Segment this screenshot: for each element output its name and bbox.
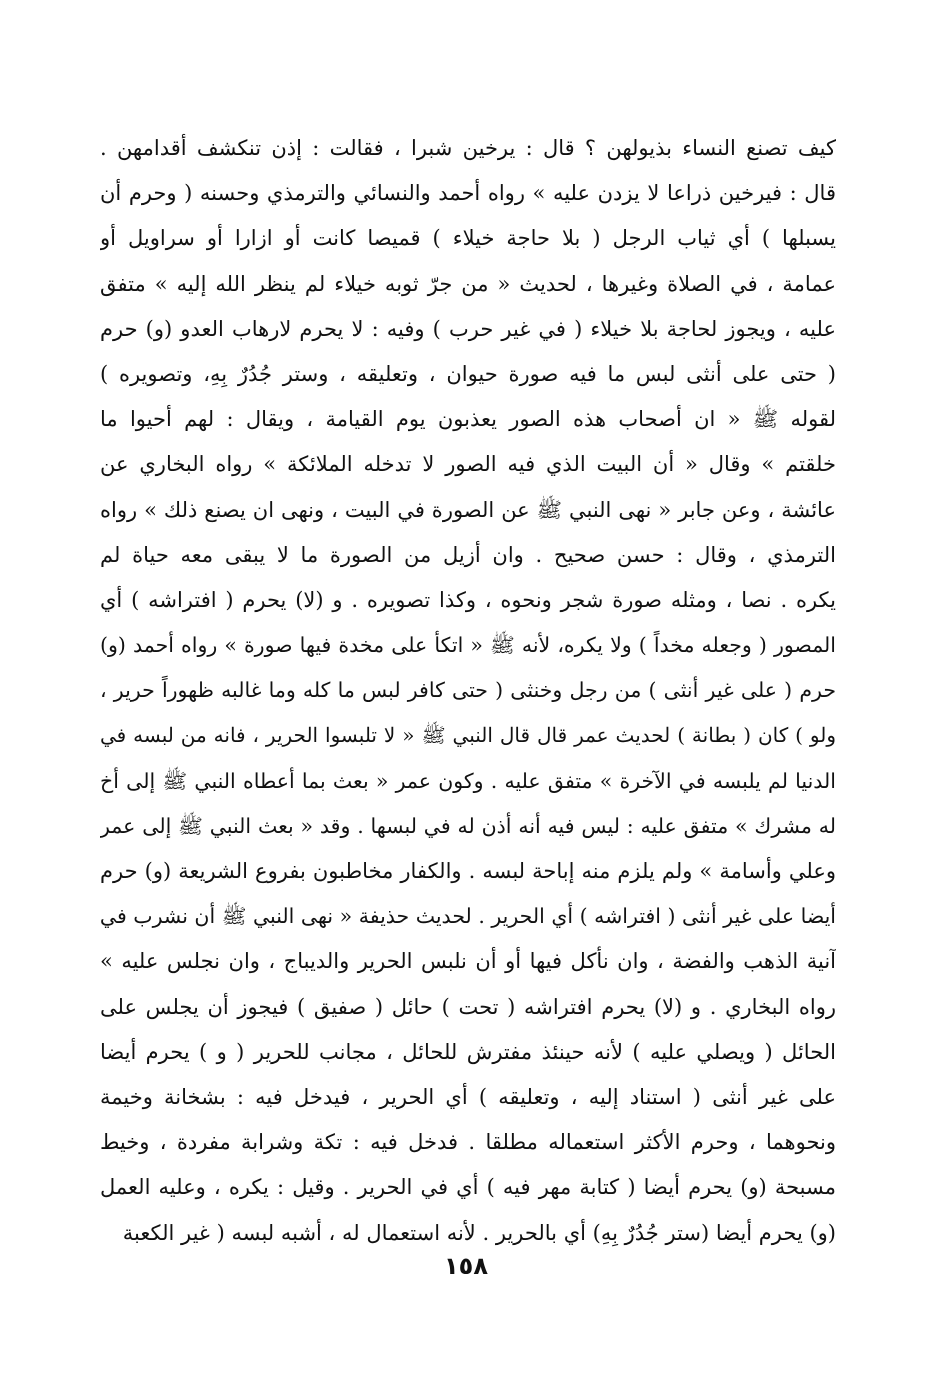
text-line: مسبحة (و) يحرم أيضا ( كتابة مهر فيه ) أي في الحرير . وقيل : يكره ، وعليه العمل (100, 1175, 836, 1200)
text-line: عليه ، ويجوز لحاجة بلا خيلاء ( في غير حرب ) وفيه : لا يحرم لارهاب العدو (و) حرم (100, 316, 836, 341)
text-line: ولو ) كان ( بطانة ) لحديث عمر قال قال النبي ﷺ « لا تلبسوا الحرير ، فانه من لبسه في (100, 723, 836, 748)
text-line: أيضا على غير أنثى ( افتراشه ) أي الحرير . لحديث حذيفة « نهى النبي ﷺ أن نشرب في (100, 904, 836, 929)
text-line: الحائل ( ويصلي عليه ) لأنه حينئذ مفترش للحائل ، مجانب للحرير ( و ) يحرم أيضا (100, 1039, 836, 1064)
text-line: عمامة ، في الصلاة وغيرها ، لحديث « من جرّ ثوبه خيلاء لم ينظر الله إليه » متفق (100, 271, 836, 296)
text-line: رواه البخاري . و (لا) يحرم افتراشه ( تحت ) حائل ( صفيق ) فيجوز أن يجلس على (100, 994, 836, 1019)
text-line: يسبلها ) أي ثياب الرجل ( بلا حاجة خيلاء ) قميصا كانت أو ازارا أو سراويل أو (100, 226, 836, 251)
text-line: عائشة ، وعن جابر « نهى النبي ﷺ عن الصورة في البيت ، ونهى ان يصنع ذلك » رواه (100, 497, 836, 522)
text-line: آنية الذهب والفضة ، وان نأكل فيها أو أن نلبس الحرير والديباج ، وان نجلس عليه » (100, 949, 836, 974)
text-line: يكره . نصا ، ومثله صورة شجر ونحوه ، وكذا تصويره . و (لا) يحرم ( افتراشه ) أي (100, 587, 836, 612)
text-line: كيف تصنع النساء بذيولهن ؟ قال : يرخين شبرا ، فقالت : إذن تنكشف أقدامهن . (100, 136, 836, 160)
text-line: الدنيا لم يلبسه في الآخرة » متفق عليه . وكون عمر « بعث بما أعطاه النبي ﷺ إلى أخ (100, 768, 836, 793)
text-line: على غير أنثى ( استناد إليه ، وتعليقه ) أي الحرير ، فيدخل فيه : بشخانة وخيمة (100, 1084, 836, 1109)
text-line: له مشرك » متفق عليه : ليس فيه أنه أذن له في لبسها . وقد « بعث النبي ﷺ إلى عمر (100, 813, 836, 838)
text-line: وعلي وأسامة » ولم يلزم منه إباحة لبسه . والكفار مخاطبون بفروع الشريعة (و) حرم (100, 859, 836, 883)
text-line: الترمذي ، وقال : حسن صحيح . وان أزيل من الصورة ما لا يبقى معه حياة لم (100, 542, 836, 567)
body-text (100, 126, 836, 1256)
text-line: خلقتم » وقال « أن البيت الذي فيه الصور لا تدخله الملائكة » رواه البخاري عن (100, 452, 836, 477)
text-line: المصور ( وجعله مخداً ) ولا يكره، لأنه ﷺ « اتكأ على مخدة فيها صورة » رواه أحمد (و) (100, 633, 836, 658)
text-line: (و) يحرم أيضا (ستر جُدُرٌ بِهِ) أي بالحرير . لأنه استعمال له ، أشبه لبسه ( غير الكعبة (122, 1220, 836, 1245)
text-line: ونحوهما ، وحرم الأكثر استعماله مطلقا . فدخل فيه : تكة وشرابة مفردة ، وخيط (100, 1130, 836, 1155)
text-line: حرم ( على غير أنثى ) من رجل وخنثى ( حتى كافر لبس ما كله وما غالبه ظهوراً حرير ، (100, 678, 836, 703)
page-number: ١٥٨ (444, 1252, 488, 1280)
text-line: قال : فيرخين ذراعا لا يزدن عليه » رواه أحمد والنسائي والترمذي وحسنه ( وحرم أن (100, 181, 836, 206)
text-line: ( حتى على أنثى لبس ما فيه صورة حيوان ، وتعليقه ، وستر جُدُرٌ بِهِ، وتصويره ) (100, 361, 836, 386)
text-line: لقوله ﷺ « ان أصحاب هذه الصور يعذبون يوم القيامة ، ويقال : لهم أحيوا ما (100, 407, 836, 432)
